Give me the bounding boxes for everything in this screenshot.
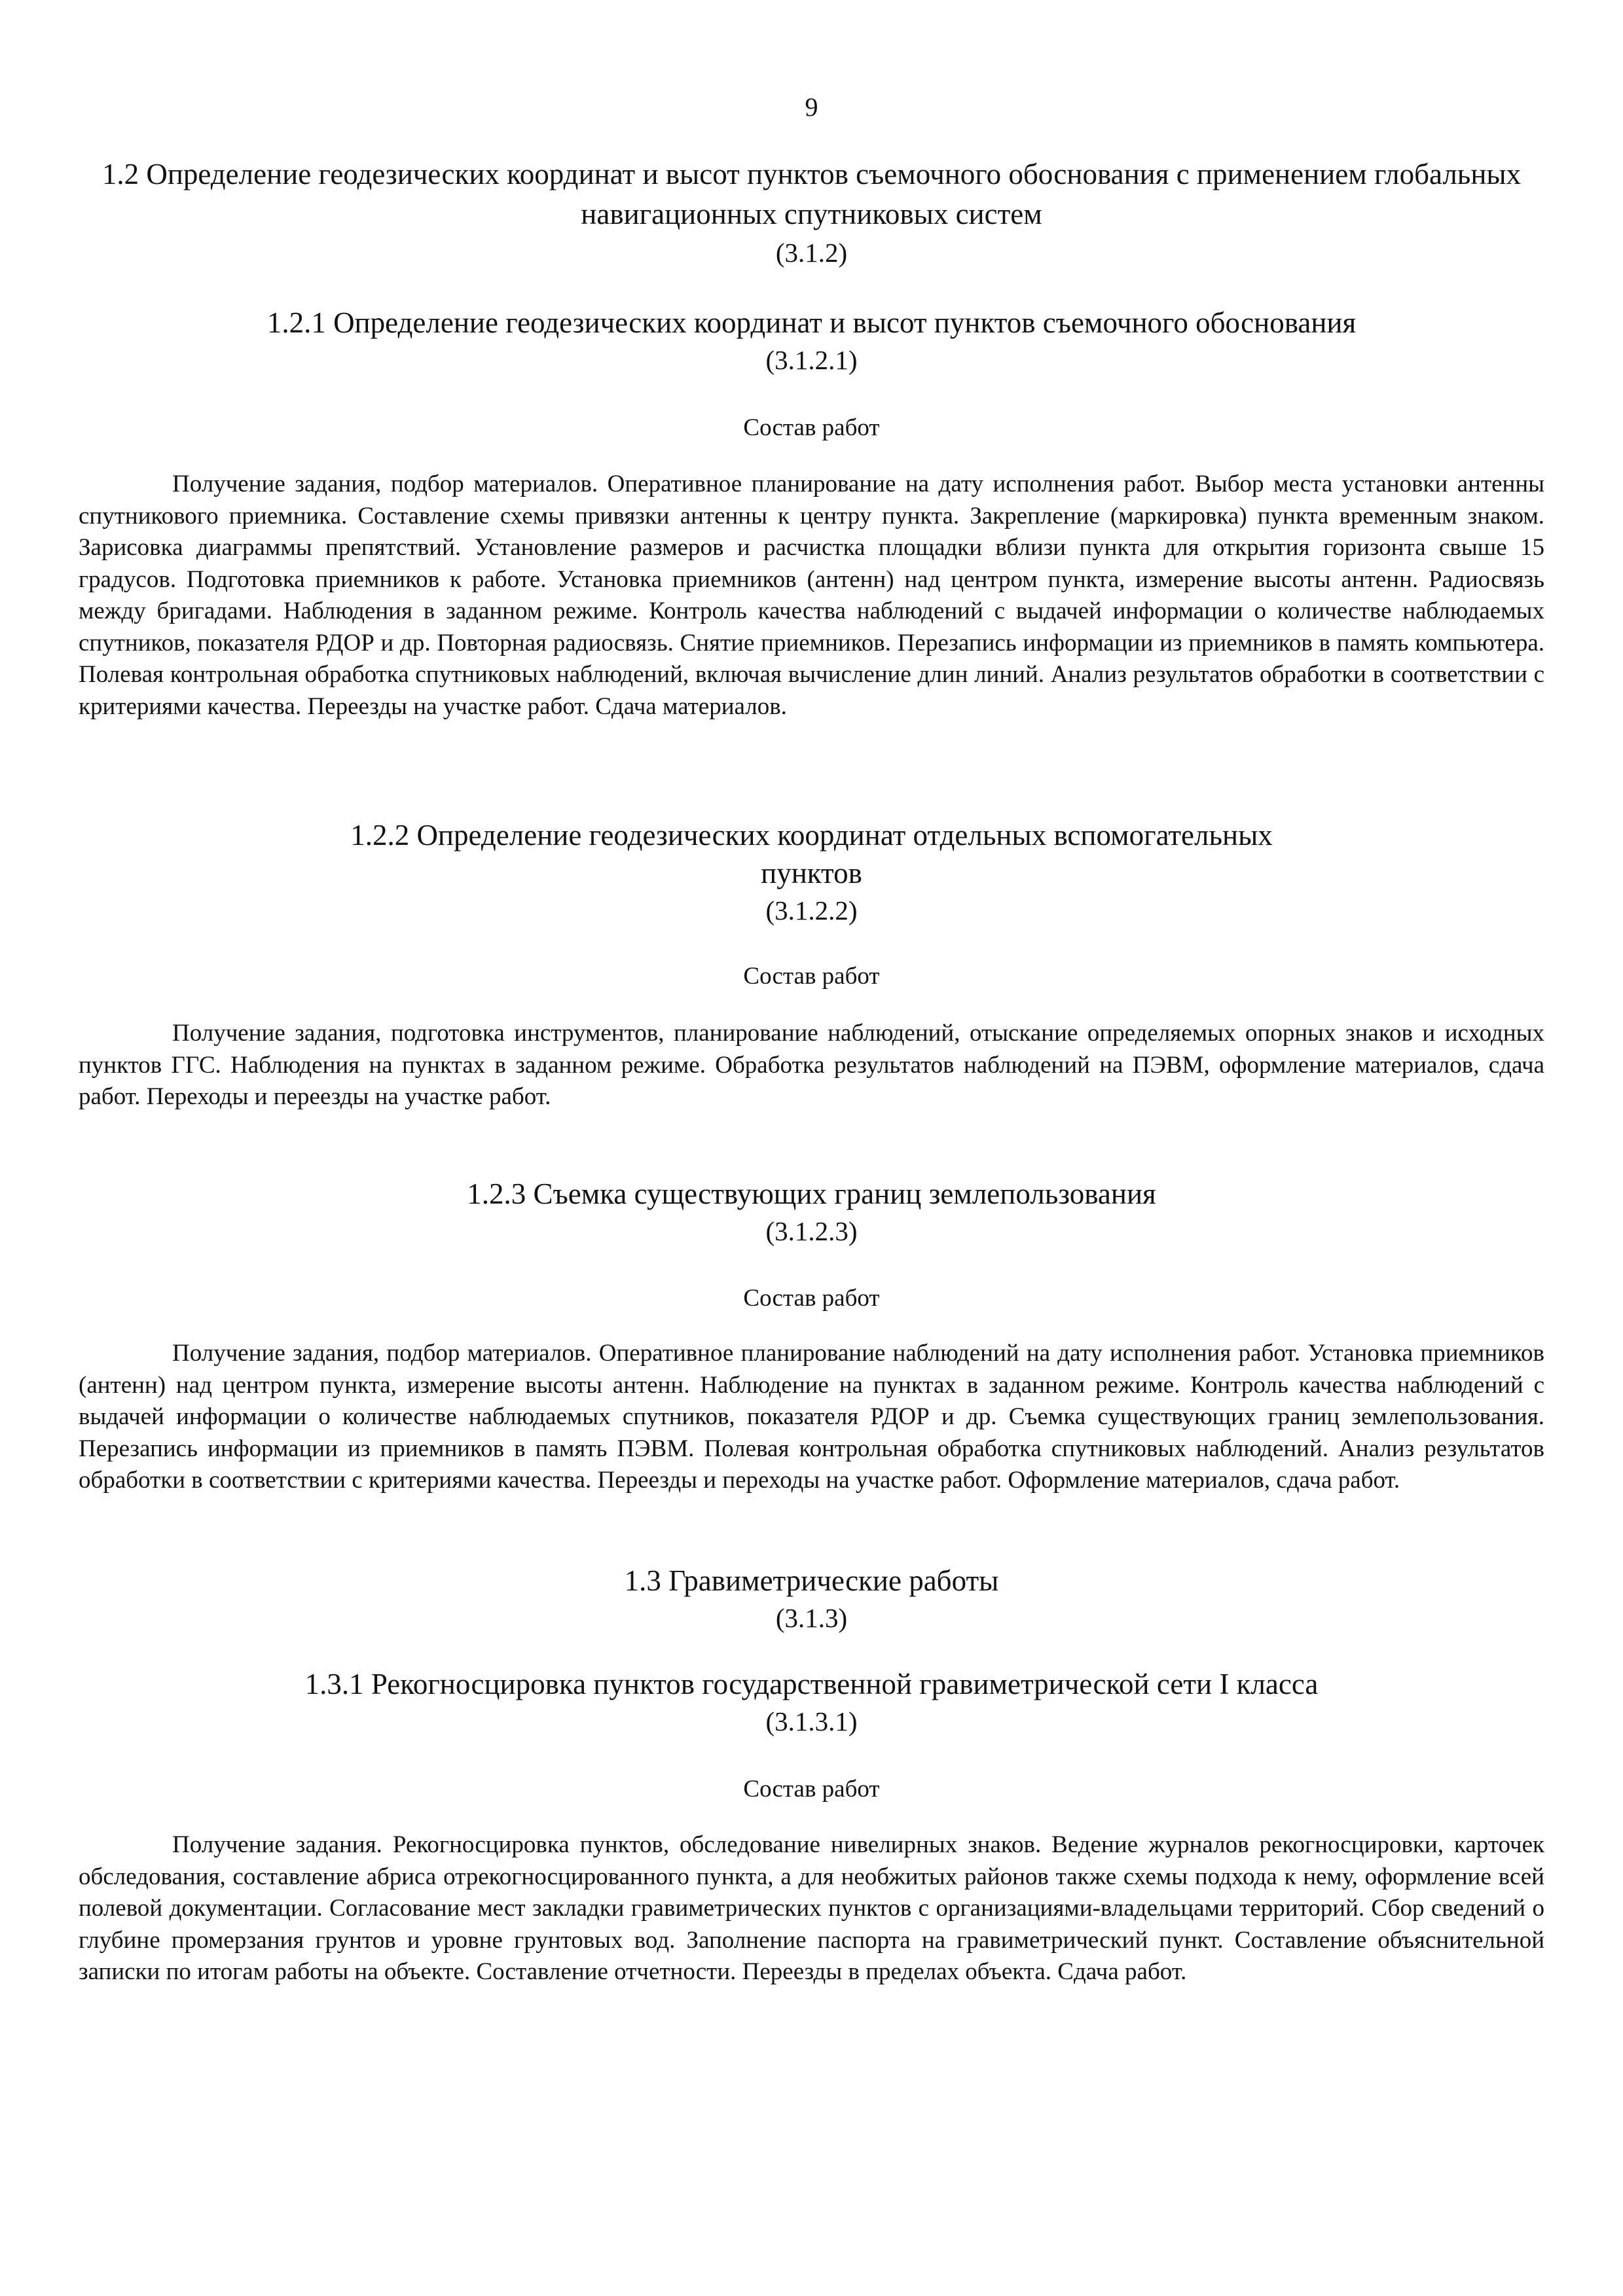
section-1-2-1-title: 1.2.1 Определение геодезических координат и высот пунктов съемочного обоснования	[266, 306, 1357, 339]
section-1-2-title: 1.2 Определение геодезических координат и высот пунктов съемочного обоснования с применением глобальных навигационных спутниковых систем	[101, 158, 1522, 230]
section-1-2-3-heading	[79, 1175, 1544, 1249]
section-1-2-1-subtitle: Состав работ	[743, 414, 880, 441]
section-1-2-2-text: Получение задания, подготовка инструментов, планирование наблюдений, отыскание определяемых опорных знаков и исходных пунктов ГГС. Наблюдения на пунктах в заданном режиме. Обработка результатов наблюдений на ПЭВМ, оформление материалов, сдача работ. Переходы и переезды на участке работ.	[79, 1020, 1544, 1110]
section-1-3-1-heading	[79, 1665, 1544, 1740]
section-1-2-heading	[98, 154, 1525, 271]
section-1-2-2-subtitle: Состав работ	[743, 963, 880, 990]
section-1-3-code: (3.1.3)	[775, 1603, 848, 1633]
section-1-3-title: 1.3 Гравиметрические работы	[624, 1564, 999, 1597]
section-1-2-2-heading	[79, 816, 1544, 929]
section-1-2-3-text: Получение задания, подбор материалов. Оперативное планирование наблюдений на дату исполнения работ. Установка приемников (антенн) над центром пункта, измерение высоты антенн. Наблюдение на пунктах в заданном режиме. Контроль качества наблюдений с выдачей информации о количестве наблюдаемых спутников, показателя РДОР и др. Съемка существующих границ землепользования. Перезапись информации из приемников в память ПЭВМ. Полевая контрольная обработка спутниковых наблюдений. Анализ результатов обработки в соответствии с критериями качества. Переезды и переходы на участке работ. Оформление материалов, сдача работ.	[79, 1340, 1544, 1494]
section-1-3-1-text: Получение задания. Рекогносцировка пунктов, обследование нивелирных знаков. Ведение журналов рекогносцировки, карточек обследования, составление абриса отрекогносцированного пункта, а для необжитых районов также схемы подхода к нему, оформление всей полевой документации. Согласование мест закладки гравиметрических пунктов с организациями-владельцами территорий. Сбор сведений о глубине промерзания грунтов и уровне грунтовых вод. Заполнение паспорта на гравиметрический пункт. Составление объяснительной записки по итогам работы на объекте. Составление отчетности. Переезды в пределах объекта. Сдача работ.	[79, 1831, 1544, 1985]
section-1-2-2-title-line2: пунктов	[761, 857, 862, 889]
section-1-3-1-code: (3.1.3.1)	[765, 1706, 858, 1736]
section-1-2-code: (3.1.2)	[775, 238, 848, 268]
section-1-2-2-title-line1: 1.2.2 Определение геодезических координат отдельных вспомогательных	[350, 819, 1273, 852]
section-1-2-3-title: 1.2.3 Съемка существующих границ землепользования	[467, 1177, 1156, 1210]
section-1-2-3-code: (3.1.2.3)	[765, 1216, 858, 1246]
section-1-2-1-text: Получение задания, подбор материалов. Оперативное планирование на дату исполнения работ. Выбор места установки антенны спутникового приемника. Составление схемы привязки антенны к центру пункта. Закрепление (маркировка) пункта временным знаком. Зарисовка диаграммы препятствий. Установление размеров и расчистка площадки вблизи пункта для открытия горизонта свыше 15 градусов. Подготовка приемников к работе. Установка приемников (антенн) над центром пункта, измерение высоты антенн. Радиосвязь между бригадами. Наблюдения в заданном режиме. Контроль качества наблюдений с выдачей информации о количестве наблюдаемых спутников, показателя РДОР и др. Повторная радиосвязь. Снятие приемников. Перезапись информации из приемников в память компьютера. Полевая контрольная обработка спутниковых наблюдений, включая вычисление длин линий. Анализ результатов обработки в соответствии с критериями качества. Переезды на участке работ. Сдача материалов.	[79, 471, 1544, 720]
page-number: 9	[805, 92, 818, 122]
section-1-3-heading	[79, 1562, 1544, 1636]
section-1-2-2-code: (3.1.2.2)	[765, 895, 858, 925]
section-1-3-1-subtitle: Состав работ	[743, 1776, 880, 1803]
section-1-2-3-subtitle: Состав работ	[743, 1285, 880, 1312]
section-1-3-1-title: 1.3.1 Рекогносцировка пунктов государственной гравиметрической сети I класса	[304, 1668, 1319, 1700]
section-1-2-1-code: (3.1.2.1)	[765, 345, 858, 375]
section-1-2-1-heading	[79, 304, 1544, 378]
